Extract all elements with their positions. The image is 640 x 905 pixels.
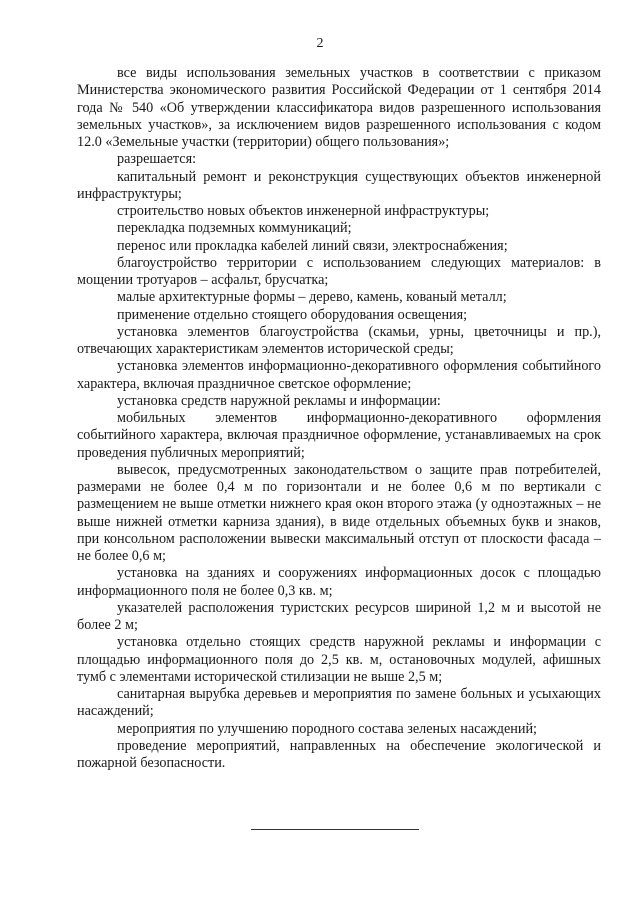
document-body: [77, 65, 601, 772]
footer-divider: [251, 829, 419, 830]
paragraph-species-composition: мероприятия по улучшению породного состава зеленых насаждений;: [117, 720, 537, 737]
paragraph-outdoor-advertising: установка средств наружной рекламы и информации:: [117, 392, 441, 409]
paragraph-new-construction: строительство новых объектов инженерной инфраструктуры;: [117, 203, 490, 219]
paragraph-cable-lines: перенос или прокладка кабелей линий связи, электроснабжения;: [117, 237, 508, 254]
paragraph-landscaping-elements: установка элементов благоустройства (скамьи, урны, цветочницы и пр.), отвечающих характеристикам элементов исторической среды;: [77, 323, 601, 357]
paragraph-freestanding-advertising: установка отдельно стоящих средств наружной рекламы и информации с площадью информационного поля до 2,5 кв. м, остановочных модулей, афишных тумб с элементами исторической стилизации не выше 2,5 м;: [77, 634, 601, 685]
page-number: 2: [316, 36, 324, 51]
paragraph-land-use-types: все виды использования земельных участков в соответствии с приказом Министерства экономического развития Российской Федерации от 1 сентября 2014 года № 540 «Об утверждении классификатора видов разрешенного использования земельных участков», за исключением видов разрешенного использования с кодом 12.0 «Земельные участки (территории) общего пользования»;: [77, 65, 601, 150]
paragraph-information-boards: установка на зданиях и сооружениях информационных досок с площадью информационного поля не более 0,3 кв. м;: [77, 565, 601, 599]
paragraph-event-decoration: установка элементов информационно-декоративного оформления событийного характера, включая праздничное светское оформление;: [77, 358, 601, 392]
paragraph-sanitary-felling: санитарная вырубка деревьев и мероприятия по замене больных и усыхающих насаждений;: [77, 686, 601, 720]
paragraph-capital-repair: капитальный ремонт и реконструкция существующих объектов инженерной инфраструктуры;: [77, 168, 601, 202]
paragraph-underground-utilities: перекладка подземных коммуникаций;: [117, 220, 352, 237]
paragraph-signboards: вывесок, предусмотренных законодательством о защите прав потребителей, размерами не более 0,4 м по горизонтали и не более 0,6 м по вертикали с размещением не выше отметки нижнего края окон второго этажа (у одноэтажных – не выше нижней отметки карниза здания), в виде отдельных объемных букв и знаков, при консольном расположении вывески максимальный отступ от плоскости фасада – не более 0,6 м;: [77, 461, 601, 564]
paragraph-safety-measures: проведение мероприятий, направленных на обеспечение экологической и пожарной безопасности.: [77, 737, 601, 771]
paragraph-tourist-signs: указателей расположения туристских ресурсов шириной 1,2 м и высотой не более 2 м;: [77, 599, 601, 633]
paragraph-permitted-heading: разрешается:: [117, 151, 197, 168]
paragraph-small-architectural-forms: малые архитектурные формы – дерево, камень, кованый металл;: [117, 289, 507, 306]
paragraph-lighting-equipment: применение отдельно стоящего оборудования освещения;: [117, 306, 468, 323]
paragraph-mobile-elements: мобильных элементов информационно-декоративного оформления событийного характера, включая праздничное оформление, устанавливаемых на срок проведения публичных мероприятий;: [77, 410, 601, 461]
paragraph-landscaping-materials: благоустройство территории с использованием следующих материалов: в мощении тротуаров – асфальт, брусчатка;: [77, 254, 601, 288]
